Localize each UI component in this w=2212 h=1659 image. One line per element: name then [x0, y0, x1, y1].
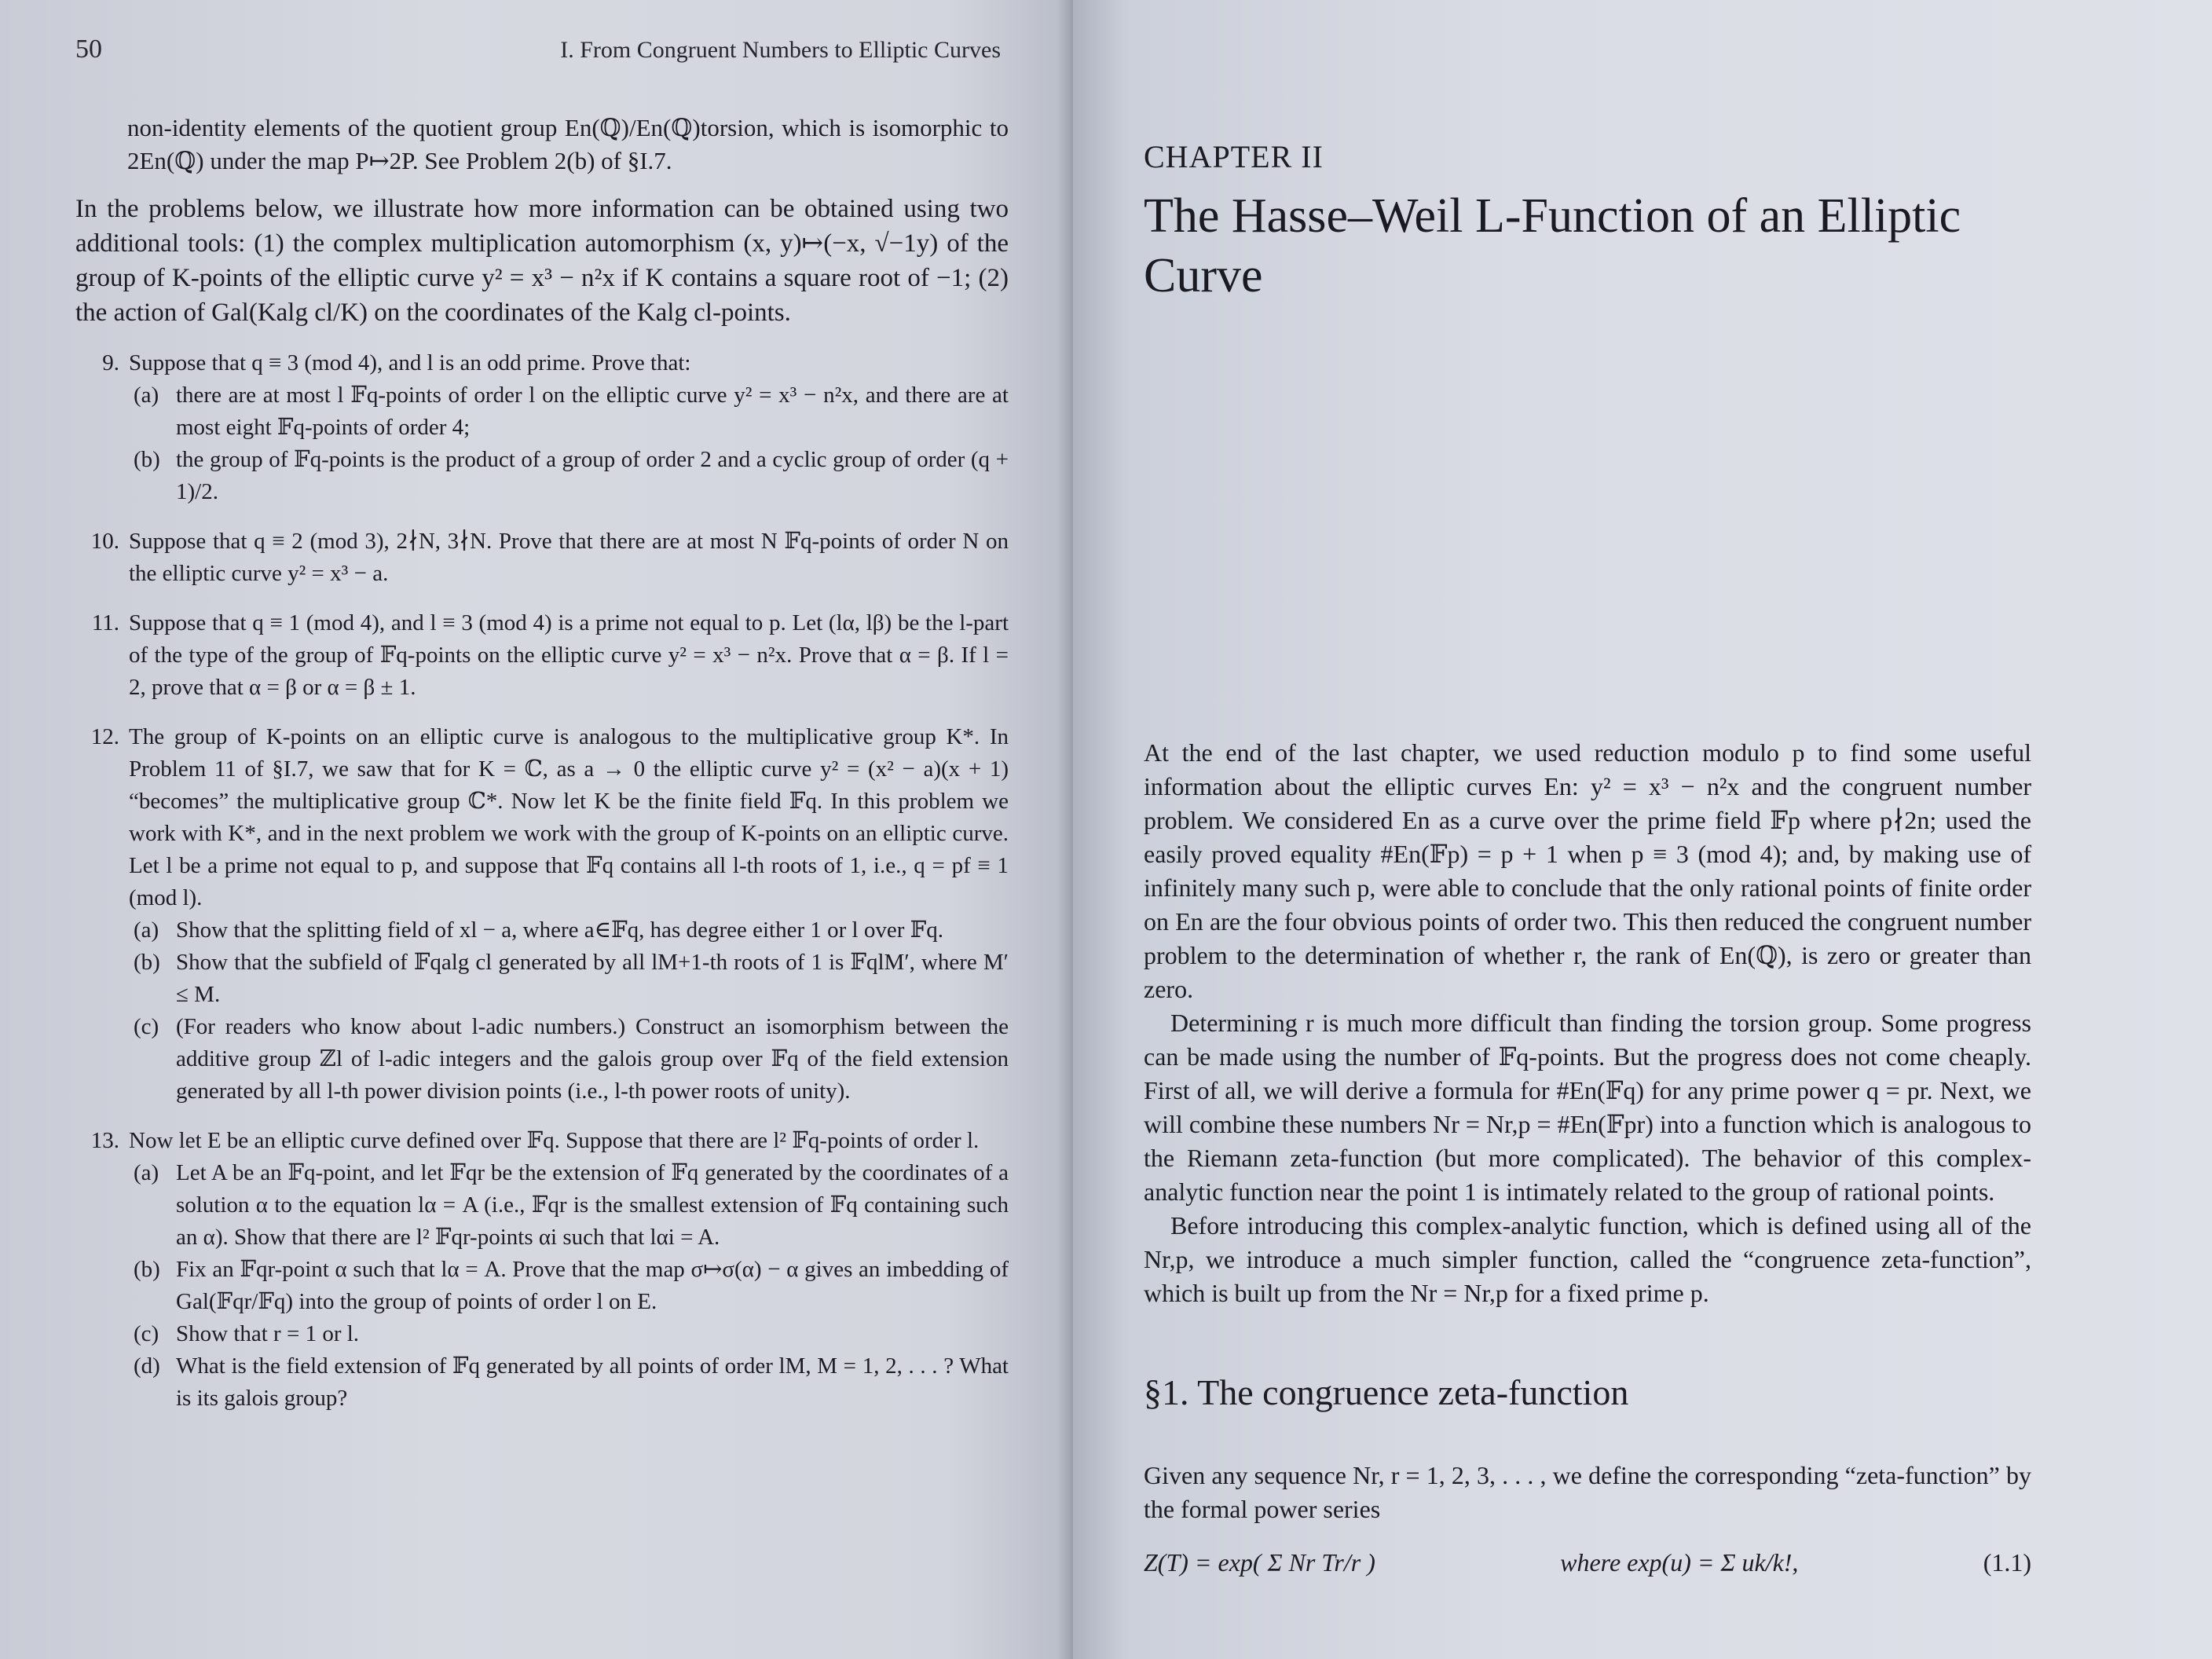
part-label: (a)	[134, 917, 159, 943]
problem-part	[129, 1011, 1009, 1108]
equation-middle: where exp(u) = Σ uk/k!,	[1560, 1548, 1799, 1577]
problem-number: 13.	[90, 1128, 119, 1153]
problems-intro: In the problems below, we illustrate how more information can be obtained using two additional tools: (1) the complex multiplication automorphism (x, y)↦(−x, √−1y) of the group of K-points of the elliptic curve y² = x³ − n²x if K contains a square root of −1; (2) the action of Gal(Kalg cl/K) on the coordinates of the Kalg cl-points.	[75, 195, 1009, 327]
part-label: (b)	[134, 447, 160, 472]
part-text: there are at most l 𝔽q-points of order l on the elliptic curve y² = x³ − n²x, and there are at most eight 𝔽q-points of order 4;	[176, 383, 1009, 440]
part-text: Let A be an 𝔽q-point, and let 𝔽qr be the extension of 𝔽q generated by the coordinates of a solution α to the equation lα = A (i.e., 𝔽qr is the smallest extension of 𝔽q containing such an α). Show that there are l² 𝔽qr-points αi such that lαi = A.	[176, 1160, 1009, 1250]
part-text: (For readers who know about l-adic numbers.) Construct an isomorphism between the additive group ℤl of l-adic integers and the galois group over 𝔽q of the field extension generated by all l-th power division points (i.e., l-th power roots of unity).	[176, 1014, 1009, 1104]
section-text: Given any sequence Nr, r = 1, 2, 3, . . . , we define the corresponding “zeta-function” by the formal power series	[1144, 1461, 2031, 1523]
intro-paragraph: Determining r is much more difficult than finding the torsion group. Some progress can be made using the number of 𝔽q-points. But the progress does not come cheaply. First of all, we will derive a formula for #En(𝔽q) for any prime power q = pr. Next, we will combine these numbers Nr = Nr,p = #En(𝔽pr) into a function which is analogous to the Riemann zeta-function (but more complicated). The behavior of this complex-analytic function near the point 1 is intimately related to the group of rational points.	[1144, 1009, 2031, 1206]
problem-text: Suppose that q ≡ 2 (mod 3), 2∤N, 3∤N. Prove that there are at most N 𝔽q-points of order N on the elliptic curve y² = x³ − a.	[129, 529, 1009, 586]
running-title: I. From Congruent Numbers to Elliptic Curves	[560, 37, 1001, 63]
problem-13	[75, 1125, 1009, 1415]
left-page	[0, 0, 1073, 1659]
problem-body	[129, 1125, 1009, 1415]
problem-number: 9.	[102, 350, 119, 375]
problem-body	[129, 526, 1009, 590]
problem-text: Suppose that q ≡ 3 (mod 4), and l is an odd prime. Prove that:	[129, 350, 691, 375]
equation-row	[1144, 1548, 2031, 1577]
part-label: (b)	[134, 950, 160, 975]
problem-number: 10.	[90, 529, 119, 554]
problem-12	[75, 721, 1009, 1108]
problem-text: Suppose that q ≡ 1 (mod 4), and l ≡ 3 (mod 4) is a prime not equal to p. Let (lα, lβ) be the l-part of the type of the group of 𝔽q-points on the elliptic curve y² = x³ − n²x. Prove that α = β. If l = 2, prove that α = β or α = β ± 1.	[129, 610, 1009, 700]
part-text: Show that the subfield of 𝔽qalg cl generated by all lM+1-th roots of 1 is 𝔽qlM′, where M′ ≤ M.	[176, 950, 1009, 1007]
continued-text: non-identity elements of the quotient group En(ℚ)/En(ℚ)torsion, which is isomorphic to 2En(ℚ) under the map P↦2P. See Problem 2(b) of §I.7.	[127, 114, 1009, 174]
part-label: (a)	[134, 1160, 159, 1185]
part-text: the group of 𝔽q-points is the product of a group of order 2 and a cyclic group of order (q + 1)/2.	[176, 447, 1009, 504]
part-text: Show that the splitting field of xl − a, where a∈𝔽q, has degree either 1 or l over 𝔽q.	[176, 917, 943, 943]
problem-part	[129, 379, 1009, 444]
problem-text: The group of K-points on an elliptic curve is analogous to the multiplicative group K*. In Problem 11 of §I.7, we saw that for K = ℂ, as a → 0 the elliptic curve y² = (x² − a)(x + 1) “becomes” the multiplicative group ℂ*. Now let K be the finite field 𝔽q. In this problem we work with K*, and in the next problem we work with the group of K-points on an elliptic curve. Let l be a prime not equal to p, and suppose that 𝔽q contains all l-th roots of 1, i.e., q = pf ≡ 1 (mod l).	[129, 724, 1009, 910]
part-label: (b)	[134, 1257, 160, 1282]
page-number: 50	[75, 35, 102, 64]
chapter-intro	[1144, 736, 2031, 1310]
part-label: (d)	[134, 1353, 160, 1379]
equation-left: Z(T) = exp( Σ Nr Tr/r )	[1144, 1548, 1375, 1577]
problem-body	[129, 347, 1009, 508]
part-label: (c)	[134, 1321, 159, 1346]
problem-part	[129, 1157, 1009, 1254]
section-heading: §1. The congruence zeta-function	[1144, 1372, 1629, 1412]
problem-number: 11.	[91, 610, 119, 635]
running-head	[75, 35, 1009, 64]
problem-11	[75, 607, 1009, 704]
chapter-title: The Hasse–Weil L-Function of an Elliptic Curve	[1144, 189, 1961, 302]
problem-part	[129, 914, 1009, 947]
chapter-label: CHAPTER II	[1144, 139, 1324, 174]
problem-number: 12.	[90, 724, 119, 749]
problem-part	[129, 444, 1009, 508]
problem-10	[75, 526, 1009, 590]
part-text: Fix an 𝔽qr-point α such that lα = A. Prove that the map σ↦σ(α) − α gives an imbedding of Gal(𝔽qr/𝔽q) into the group of points of order l on E.	[176, 1257, 1009, 1314]
problem-part	[129, 1350, 1009, 1415]
part-label: (c)	[134, 1014, 159, 1039]
problem-part	[129, 947, 1009, 1011]
part-label: (a)	[134, 383, 159, 408]
intro-paragraph: At the end of the last chapter, we used reduction modulo p to find some useful information about the elliptic curves En: y² = x³ − n²x and the congruent number problem. We considered En as a curve over the prime field 𝔽p where p∤2n; used the easily proved equality #En(𝔽p) = p + 1 when p ≡ 3 (mod 4); and, by making use of infinitely many such p, were able to conclude that the only rational points of finite order on En are the four obvious points of order two. This then reduced the congruent number problem to the determination of whether r, the rank of En(ℚ), is zero or greater than zero.	[1144, 738, 2031, 1003]
problem-part	[129, 1318, 1009, 1350]
part-text: What is the field extension of 𝔽q generated by all points of order lM, M = 1, 2, . . . ? What is its galois group?	[176, 1353, 1009, 1411]
problem-body	[129, 721, 1009, 1108]
part-text: Show that r = 1 or l.	[176, 1321, 360, 1346]
problem-9	[75, 347, 1009, 508]
problem-body	[129, 607, 1009, 704]
intro-paragraph: Before introducing this complex-analytic function, which is defined using all of the Nr,p, we introduce a much simpler function, called the “congruence zeta-function”, which is built up from the Nr = Nr,p for a fixed prime p.	[1144, 1211, 2031, 1307]
equation-number: (1.1)	[1983, 1548, 2031, 1577]
problem-text: Now let E be an elliptic curve defined over 𝔽q. Suppose that there are l² 𝔽q-points of order l.	[129, 1128, 980, 1153]
problem-part	[129, 1254, 1009, 1318]
right-page	[1073, 0, 2212, 1659]
